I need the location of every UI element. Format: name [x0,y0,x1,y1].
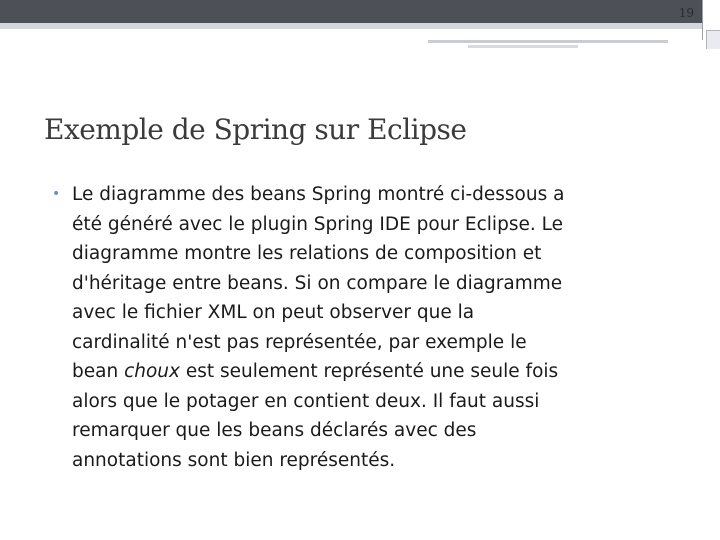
banner-underline [0,23,702,29]
banner-accent-line-short [468,45,578,48]
line-text: est seulement représenté une seule fois [179,361,559,382]
paragraph-line-7 [52,357,692,387]
paragraph-line-5: avec le fichier XML on peut observer que la [72,302,475,323]
paragraph-line-6: cardinalité n'est pas représentée, par exemple le [72,331,527,353]
bullet-icon: • [52,186,61,202]
paragraph-line-8: alors que le potager en contient deux. Il faut aussi [72,390,540,412]
page-number: 19 [678,6,694,20]
top-banner [0,0,702,23]
corner-tab-fold [706,30,720,49]
paragraph-line-2: été généré avec le plugin Spring IDE pour Eclipse. Le [72,213,563,235]
slide-title: Exemple de Spring sur Eclipse [44,113,467,146]
paragraph-line-3: diagramme montre les relations de composition et [72,243,542,264]
paragraph-line-9: remarquer que les beans déclarés avec des [72,420,477,441]
emphasized-term: choux [124,361,180,382]
bullet-paragraph [52,180,692,475]
line-text: bean [72,361,125,382]
line-text: Le diagramme des beans Spring montré ci-dessous a [72,184,565,205]
banner-accent-line [428,40,668,43]
paragraph-line-4: d'héritage entre beans. Si on compare le diagramme [72,272,563,294]
paragraph-line-10: annotations sont bien représentés. [72,449,396,471]
paragraph-line-1 [52,180,692,210]
